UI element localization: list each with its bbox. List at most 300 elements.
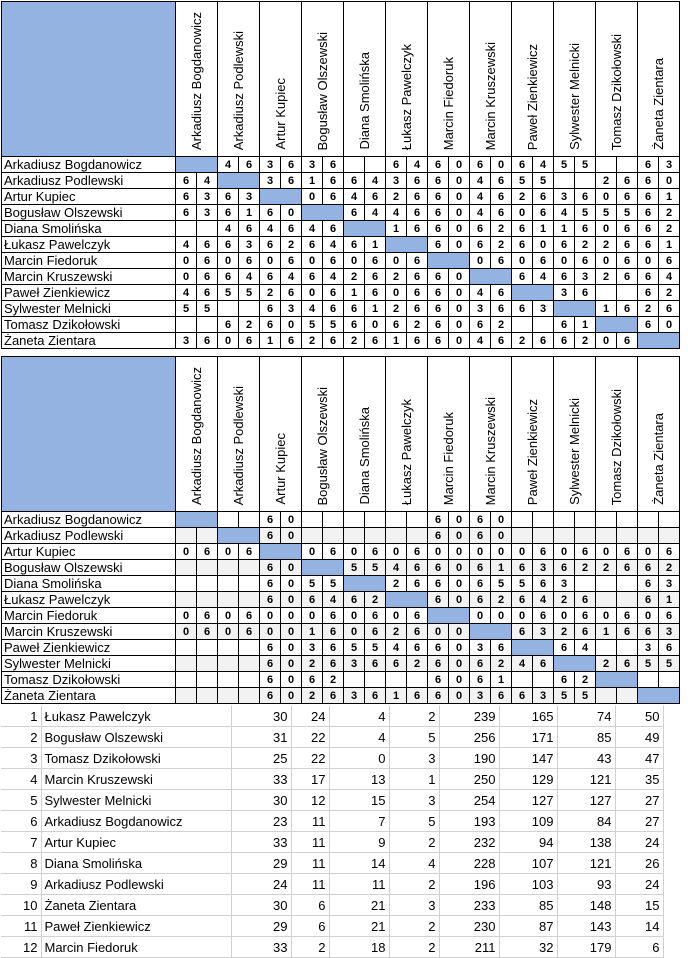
score-cell: 6	[512, 221, 533, 237]
score-cell: 1	[596, 624, 617, 640]
standings-games-lost-a: 109	[499, 811, 557, 832]
score-cell: 3	[344, 688, 365, 704]
score-cell: 6	[323, 608, 344, 624]
score-cell	[533, 528, 554, 544]
diagonal-cell	[596, 317, 638, 333]
standings-games-lost-b: 148	[557, 895, 615, 916]
diagonal-cell	[302, 560, 344, 576]
standings-games-lost-a: 85	[499, 895, 557, 916]
score-cell: 0	[344, 253, 365, 269]
standings-games-won: 230	[439, 916, 499, 937]
standings-games-lost-a: 127	[499, 790, 557, 811]
score-cell: 3	[533, 560, 554, 576]
score-cell: 4	[386, 205, 407, 221]
score-cell: 3	[659, 576, 680, 592]
standings-losses: 13	[329, 769, 389, 790]
score-cell: 6	[533, 544, 554, 560]
score-cell: 0	[470, 253, 491, 269]
standings-player-name: Diana Smolińska	[41, 853, 231, 874]
score-cell: 6	[386, 157, 407, 173]
score-cell: 6	[638, 173, 659, 189]
score-cell: 2	[575, 333, 596, 349]
score-cell: 6	[428, 640, 449, 656]
score-cell	[197, 592, 218, 608]
score-cell	[365, 528, 386, 544]
score-cell: 6	[638, 285, 659, 301]
score-cell: 6	[470, 672, 491, 688]
score-cell: 6	[659, 640, 680, 656]
score-cell: 6	[365, 656, 386, 672]
score-cell	[596, 688, 617, 704]
score-cell: 6	[344, 592, 365, 608]
score-cell: 0	[449, 528, 470, 544]
score-cell	[386, 512, 407, 528]
standings-player-name: Paweł Zienkiewicz	[41, 916, 231, 937]
score-cell: 6	[428, 688, 449, 704]
score-cell: 6	[281, 285, 302, 301]
column-header	[596, 357, 638, 512]
score-cell: 4	[407, 157, 428, 173]
score-cell: 0	[554, 608, 575, 624]
score-cell: 0	[449, 624, 470, 640]
standings-losses: 9	[329, 832, 389, 853]
table-row	[2, 221, 680, 237]
score-cell: 2	[659, 205, 680, 221]
score-cell: 6	[428, 560, 449, 576]
score-cell	[176, 576, 197, 592]
score-cell: 6	[407, 576, 428, 592]
diagonal-cell	[638, 688, 680, 704]
score-cell: 0	[365, 317, 386, 333]
score-cell: 6	[575, 189, 596, 205]
score-cell	[239, 688, 260, 704]
score-cell: 5	[176, 301, 197, 317]
score-cell: 6	[428, 656, 449, 672]
diagonal-cell	[176, 512, 218, 528]
standings-row	[1, 874, 663, 895]
standings-draws: 5	[389, 811, 439, 832]
score-cell	[596, 285, 617, 301]
score-cell: 2	[638, 301, 659, 317]
standings-row	[1, 706, 663, 727]
score-cell: 5	[344, 640, 365, 656]
standings-points: 35	[615, 769, 663, 790]
score-cell: 6	[323, 189, 344, 205]
score-cell: 3	[239, 189, 260, 205]
standings-played: 33	[231, 937, 291, 958]
score-cell: 3	[575, 269, 596, 285]
score-cell	[176, 656, 197, 672]
score-cell: 6	[218, 237, 239, 253]
score-cell: 6	[617, 189, 638, 205]
score-cell	[596, 592, 617, 608]
score-cell: 4	[659, 269, 680, 285]
row-player-name: Arkadiusz Bogdanowicz	[2, 512, 176, 528]
score-cell: 6	[617, 544, 638, 560]
standings-draws: 2	[389, 706, 439, 727]
table-row	[2, 285, 680, 301]
score-cell	[386, 672, 407, 688]
score-cell: 1	[386, 333, 407, 349]
score-cell: 4	[302, 301, 323, 317]
score-cell	[197, 576, 218, 592]
score-cell: 6	[428, 189, 449, 205]
score-cell: 0	[659, 317, 680, 333]
score-cell: 6	[260, 688, 281, 704]
score-cell: 3	[554, 285, 575, 301]
score-cell	[533, 672, 554, 688]
score-cell: 2	[512, 333, 533, 349]
score-cell: 0	[386, 544, 407, 560]
score-cell: 0	[512, 205, 533, 221]
table-row	[2, 592, 680, 608]
standings-games-won: 228	[439, 853, 499, 874]
diagonal-cell	[218, 528, 260, 544]
score-cell	[596, 157, 617, 173]
column-header-label: Żaneta Zientara	[651, 58, 666, 150]
diagonal-cell	[344, 221, 386, 237]
score-cell	[407, 512, 428, 528]
standings-wins: 2	[291, 937, 329, 958]
standings-points: 24	[615, 832, 663, 853]
standings-draws: 2	[389, 937, 439, 958]
score-cell: 0	[449, 688, 470, 704]
standings-player-name: Łukasz Pawelczyk	[41, 706, 231, 727]
standings-player-name: Marcin Kruszewski	[41, 769, 231, 790]
column-header-label: Arkadiusz Podlewski	[231, 385, 246, 505]
score-cell: 2	[407, 317, 428, 333]
score-cell: 4	[386, 640, 407, 656]
score-cell: 6	[365, 688, 386, 704]
score-cell: 0	[449, 301, 470, 317]
column-header	[344, 357, 386, 512]
score-cell	[176, 672, 197, 688]
score-cell: 6	[239, 253, 260, 269]
score-cell: 6	[428, 576, 449, 592]
score-cell: 4	[197, 173, 218, 189]
column-header	[512, 2, 554, 157]
score-cell: 0	[428, 624, 449, 640]
score-cell: 6	[617, 656, 638, 672]
score-cell: 0	[386, 253, 407, 269]
score-cell: 6	[197, 333, 218, 349]
score-cell: 0	[281, 656, 302, 672]
score-cell: 6	[491, 688, 512, 704]
standings-games-lost-b: 84	[557, 811, 615, 832]
score-cell: 6	[617, 269, 638, 285]
table-row	[2, 528, 680, 544]
standings-wins: 11	[291, 874, 329, 895]
score-cell: 0	[596, 544, 617, 560]
score-cell: 6	[617, 173, 638, 189]
score-cell	[365, 157, 386, 173]
score-cell	[197, 688, 218, 704]
table-row	[2, 301, 680, 317]
standings-row	[1, 748, 663, 769]
score-cell	[197, 640, 218, 656]
standings-games-won: 256	[439, 727, 499, 748]
score-cell: 2	[386, 269, 407, 285]
score-cell: 6	[281, 333, 302, 349]
score-cell: 0	[218, 544, 239, 560]
score-cell	[176, 640, 197, 656]
score-cell: 4	[575, 640, 596, 656]
score-cell: 6	[365, 624, 386, 640]
results-grid-1	[1, 1, 680, 349]
score-cell: 6	[512, 301, 533, 317]
standings-wins: 6	[291, 895, 329, 916]
standings-played: 25	[231, 748, 291, 769]
score-cell: 6	[323, 253, 344, 269]
score-cell: 4	[533, 269, 554, 285]
score-cell: 6	[470, 221, 491, 237]
score-cell: 1	[386, 221, 407, 237]
score-cell: 6	[512, 592, 533, 608]
standings-draws: 1	[389, 769, 439, 790]
row-player-name: Sylwester Melnicki	[2, 656, 176, 672]
score-cell: 6	[239, 624, 260, 640]
score-cell: 3	[554, 189, 575, 205]
score-cell: 1	[533, 221, 554, 237]
diagonal-cell	[260, 189, 302, 205]
score-cell: 1	[491, 672, 512, 688]
score-cell	[659, 672, 680, 688]
score-cell: 0	[428, 544, 449, 560]
score-cell: 6	[617, 237, 638, 253]
score-cell	[176, 528, 197, 544]
score-cell	[575, 576, 596, 592]
score-cell: 3	[659, 624, 680, 640]
score-cell	[617, 576, 638, 592]
column-header-label: Bogusław Olszewski	[315, 31, 330, 150]
score-cell: 6	[407, 253, 428, 269]
score-cell: 6	[491, 333, 512, 349]
score-cell: 5	[365, 560, 386, 576]
score-cell: 6	[302, 237, 323, 253]
score-cell: 2	[386, 189, 407, 205]
score-cell: 0	[449, 544, 470, 560]
column-header	[470, 357, 512, 512]
score-cell: 6	[365, 333, 386, 349]
score-cell: 6	[428, 512, 449, 528]
score-cell: 3	[197, 189, 218, 205]
score-cell: 4	[323, 592, 344, 608]
score-cell: 4	[470, 173, 491, 189]
column-header	[638, 2, 680, 157]
score-cell: 6	[344, 301, 365, 317]
score-cell: 6	[491, 205, 512, 221]
score-cell: 0	[218, 608, 239, 624]
score-cell: 6	[260, 528, 281, 544]
score-cell	[596, 640, 617, 656]
score-cell: 6	[554, 269, 575, 285]
score-cell: 5	[596, 205, 617, 221]
score-cell	[512, 672, 533, 688]
score-cell: 0	[176, 253, 197, 269]
standings-draws: 2	[389, 916, 439, 937]
score-cell: 6	[491, 253, 512, 269]
row-player-name: Marcin Fiedoruk	[2, 608, 176, 624]
score-cell	[617, 512, 638, 528]
score-cell: 6	[470, 157, 491, 173]
score-cell: 0	[554, 544, 575, 560]
standings-played: 31	[231, 727, 291, 748]
score-cell	[218, 640, 239, 656]
score-cell	[554, 528, 575, 544]
column-header	[554, 2, 596, 157]
score-cell: 4	[470, 205, 491, 221]
standings-draws: 3	[389, 895, 439, 916]
score-cell: 6	[575, 221, 596, 237]
score-cell: 4	[386, 560, 407, 576]
score-cell: 6	[407, 173, 428, 189]
score-cell: 6	[491, 173, 512, 189]
score-cell: 0	[281, 592, 302, 608]
score-cell	[239, 656, 260, 672]
score-cell: 6	[323, 688, 344, 704]
score-cell: 6	[302, 592, 323, 608]
score-cell	[659, 512, 680, 528]
score-cell: 2	[365, 592, 386, 608]
score-cell: 6	[365, 608, 386, 624]
table-row	[2, 560, 680, 576]
score-cell: 6	[638, 317, 659, 333]
standings-points: 27	[615, 790, 663, 811]
score-cell: 5	[638, 656, 659, 672]
score-cell: 6	[659, 544, 680, 560]
score-cell: 3	[470, 301, 491, 317]
score-cell: 5	[617, 205, 638, 221]
score-cell: 0	[386, 285, 407, 301]
standings-games-lost-a: 165	[499, 706, 557, 727]
grid-corner	[2, 2, 176, 157]
score-cell: 6	[407, 221, 428, 237]
standings-losses: 4	[329, 706, 389, 727]
score-cell: 6	[470, 656, 491, 672]
table-row	[2, 576, 680, 592]
standings-rank: 4	[1, 769, 41, 790]
score-cell: 0	[491, 157, 512, 173]
diagonal-cell	[428, 253, 470, 269]
score-cell: 5	[554, 688, 575, 704]
score-cell: 6	[512, 269, 533, 285]
score-cell: 3	[260, 157, 281, 173]
column-header	[302, 2, 344, 157]
score-cell: 4	[533, 157, 554, 173]
standings-wins: 11	[291, 853, 329, 874]
score-cell: 0	[491, 528, 512, 544]
standings-table	[1, 706, 664, 958]
score-cell: 6	[344, 173, 365, 189]
table-row	[2, 608, 680, 624]
score-cell: 0	[491, 608, 512, 624]
score-cell: 6	[218, 317, 239, 333]
standings-games-lost-b: 121	[557, 853, 615, 874]
standings-player-name: Arkadiusz Podlewski	[41, 874, 231, 895]
score-cell: 1	[344, 285, 365, 301]
column-header	[218, 2, 260, 157]
score-cell: 6	[428, 301, 449, 317]
score-cell: 6	[302, 269, 323, 285]
score-cell: 0	[260, 253, 281, 269]
column-header-label: Marcin Kruszewski	[483, 396, 498, 505]
score-cell: 0	[218, 624, 239, 640]
score-cell: 6	[239, 157, 260, 173]
score-cell: 4	[218, 221, 239, 237]
score-cell	[176, 688, 197, 704]
standings-rank: 8	[1, 853, 41, 874]
score-cell: 4	[554, 205, 575, 221]
score-cell: 0	[302, 285, 323, 301]
score-cell: 6	[428, 317, 449, 333]
score-cell	[218, 560, 239, 576]
score-cell	[197, 672, 218, 688]
score-cell	[239, 512, 260, 528]
score-cell	[365, 672, 386, 688]
score-cell	[617, 592, 638, 608]
score-cell: 0	[449, 512, 470, 528]
score-cell: 0	[512, 608, 533, 624]
score-cell	[617, 157, 638, 173]
score-cell: 6	[512, 560, 533, 576]
score-cell: 6	[407, 544, 428, 560]
standings-losses: 0	[329, 748, 389, 769]
score-cell: 0	[281, 205, 302, 221]
table-row	[2, 544, 680, 560]
score-cell: 0	[491, 512, 512, 528]
score-cell: 4	[281, 269, 302, 285]
score-cell	[659, 528, 680, 544]
row-player-name: Żaneta Zientara	[2, 688, 176, 704]
score-cell: 3	[239, 237, 260, 253]
score-cell: 6	[239, 333, 260, 349]
score-cell: 6	[617, 624, 638, 640]
standings-row	[1, 832, 663, 853]
standings-losses: 21	[329, 916, 389, 937]
score-cell: 5	[344, 560, 365, 576]
row-player-name: Arkadiusz Podlewski	[2, 528, 176, 544]
column-header-label: Diana Smolińska	[357, 407, 372, 505]
score-cell: 6	[344, 237, 365, 253]
score-cell	[596, 576, 617, 592]
column-header-label: Tomasz Dzikołowski	[609, 33, 624, 150]
score-cell: 4	[323, 269, 344, 285]
score-cell: 6	[470, 576, 491, 592]
score-cell: 6	[638, 269, 659, 285]
score-cell: 2	[659, 285, 680, 301]
table-row	[2, 333, 680, 349]
row-player-name: Łukasz Pawelczyk	[2, 592, 176, 608]
score-cell: 6	[617, 608, 638, 624]
score-cell: 2	[386, 301, 407, 317]
diagonal-cell	[428, 608, 470, 624]
score-cell: 6	[575, 592, 596, 608]
score-cell: 6	[365, 544, 386, 560]
score-cell	[344, 672, 365, 688]
score-cell: 6	[554, 560, 575, 576]
score-cell: 1	[575, 317, 596, 333]
score-cell: 6	[407, 205, 428, 221]
score-cell: 0	[659, 173, 680, 189]
score-cell	[239, 592, 260, 608]
score-cell: 1	[596, 301, 617, 317]
score-cell: 6	[176, 189, 197, 205]
score-cell: 3	[470, 640, 491, 656]
score-cell: 3	[386, 173, 407, 189]
score-cell: 2	[239, 317, 260, 333]
score-cell: 0	[449, 237, 470, 253]
standings-wins: 22	[291, 748, 329, 769]
